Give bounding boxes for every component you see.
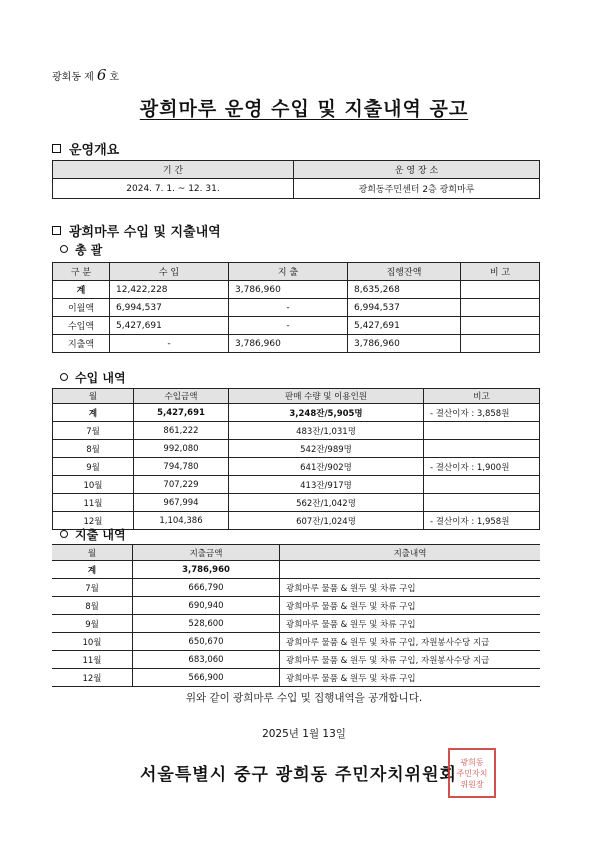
expense-cell: 광희마루 물품 & 원두 및 차류 구입 [280, 669, 541, 687]
income-cell: - 결산이자 : 1,900원 [424, 458, 540, 476]
income-cell [424, 494, 540, 512]
square-bullet-icon [52, 144, 61, 153]
income-cell [424, 422, 540, 440]
table-row [53, 422, 540, 440]
income-cell: 992,080 [134, 440, 229, 458]
income-cell: 8월 [53, 440, 134, 458]
expense-header: 지출금액 [133, 545, 280, 561]
summary-header: 비 고 [461, 263, 540, 281]
table-row [52, 615, 540, 633]
summary-header: 집행잔액 [348, 263, 461, 281]
summary-header: 수 입 [110, 263, 229, 281]
expense-heading: 지출 내역 [60, 526, 126, 543]
notice-date: 2025년 1월 13일 [262, 728, 346, 740]
income-cell: 3,248잔/5,905명 [229, 404, 424, 422]
expense-cell: 계 [52, 561, 133, 579]
income-header: 비고 [424, 389, 540, 404]
circle-bullet-icon [60, 530, 68, 538]
document-number [52, 66, 119, 84]
expense-cell: 광희마루 물품 & 원두 및 차류 구입, 자원봉사수당 지급 [280, 633, 541, 651]
income-cell: 794,780 [134, 458, 229, 476]
income-cell: 542잔/989명 [229, 440, 424, 458]
income-heading: 수입 내역 [60, 369, 126, 386]
summary-cell: 3,786,960 [348, 335, 461, 353]
summary-cell [461, 335, 540, 353]
expense-header: 지출내역 [280, 545, 541, 561]
section-overview-heading: 운영개요 [52, 139, 119, 158]
income-cell: 7월 [53, 422, 134, 440]
seal-line: 광희동 [460, 757, 484, 767]
income-cell: - 결산이자 : 3,858원 [424, 404, 540, 422]
expense-cell: 528,600 [133, 615, 280, 633]
overview-header-period: 기 간 [53, 161, 294, 179]
income-header: 판매 수량 및 이용인원 [229, 389, 424, 404]
income-cell: 11월 [53, 494, 134, 512]
table-row [52, 597, 540, 615]
seal-line: 위원장 [460, 779, 484, 789]
income-cell: 12월 [53, 512, 134, 530]
summary-cell: 8,635,268 [348, 281, 461, 299]
section-finance-heading: 광희마루 수입 및 지출내역 [52, 221, 221, 240]
income-cell: 5,427,691 [134, 404, 229, 422]
overview-place: 광희동주민센터 2층 광희마루 [294, 179, 540, 199]
income-cell: 10월 [53, 476, 134, 494]
summary-cell: 3,786,960 [229, 281, 348, 299]
expense-cell: 광희마루 물품 & 원두 및 차류 구입 [280, 615, 541, 633]
summary-cell: 5,427,691 [348, 317, 461, 335]
table-row [53, 494, 540, 512]
income-cell: 967,994 [134, 494, 229, 512]
income-cell [424, 476, 540, 494]
doc-number-handwritten: 6 [96, 66, 107, 84]
square-bullet-icon [52, 226, 61, 235]
income-cell: 483잔/1,031명 [229, 422, 424, 440]
expense-cell: 3,786,960 [133, 561, 280, 579]
income-cell: - 결산이자 : 1,958원 [424, 512, 540, 530]
income-cell: 607잔/1,024명 [229, 512, 424, 530]
expense-cell: 광희마루 물품 & 원두 및 차류 구입, 자원봉사수당 지급 [280, 651, 541, 669]
circle-bullet-icon [60, 373, 68, 381]
summary-cell: - [229, 299, 348, 317]
notice-text: 위와 같이 광희마루 수입 및 집행내역을 공개합니다. [185, 692, 423, 704]
table-row [53, 458, 540, 476]
income-header: 월 [53, 389, 134, 404]
summary-heading: 총 괄 [60, 241, 102, 258]
summary-cell: 6,994,537 [348, 299, 461, 317]
income-header: 수입금액 [134, 389, 229, 404]
summary-header: 구 분 [53, 263, 110, 281]
expense-cell: 광희마루 물품 & 원두 및 차류 구입 [280, 597, 541, 615]
summary-cell: - [229, 317, 348, 335]
summary-cell: 수입액 [53, 317, 110, 335]
expense-cell: 7월 [52, 579, 133, 597]
income-cell: 562잔/1,042명 [229, 494, 424, 512]
table-row [53, 476, 540, 494]
income-cell: 1,104,386 [134, 512, 229, 530]
table-row [53, 335, 540, 353]
summary-cell: 12,422,228 [110, 281, 229, 299]
official-seal [448, 748, 496, 798]
summary-cell [461, 317, 540, 335]
summary-cell: 계 [53, 281, 110, 299]
organization-name: 서울특별시 중구 광희동 주민자치위원회 [140, 765, 457, 785]
expense-cell: 9월 [52, 615, 133, 633]
overview-table [52, 160, 540, 199]
overview-header-place: 운 영 장 소 [294, 161, 540, 179]
table-row [52, 633, 540, 651]
overview-period: 2024. 7. 1. ~ 12. 31. [53, 179, 294, 199]
table-row [52, 669, 540, 687]
expense-cell: 666,790 [133, 579, 280, 597]
income-cell: 계 [53, 404, 134, 422]
summary-cell: 6,994,537 [110, 299, 229, 317]
expense-cell: 650,670 [133, 633, 280, 651]
income-cell [424, 440, 540, 458]
income-cell: 413잔/917명 [229, 476, 424, 494]
summary-cell: - [110, 335, 229, 353]
summary-cell: 이월액 [53, 299, 110, 317]
income-cell: 861,222 [134, 422, 229, 440]
doc-number-suffix: 호 [109, 72, 120, 83]
table-row [53, 317, 540, 335]
table-row [53, 404, 540, 422]
table-row [52, 579, 540, 597]
table-row [53, 440, 540, 458]
summary-table [52, 262, 540, 353]
circle-bullet-icon [60, 245, 68, 253]
summary-header: 지 출 [229, 263, 348, 281]
table-row [53, 281, 540, 299]
expense-cell: 690,940 [133, 597, 280, 615]
doc-number-prefix: 광회동 제 [52, 72, 94, 83]
expense-cell: 8월 [52, 597, 133, 615]
expense-table [52, 544, 540, 687]
table-row [53, 512, 540, 530]
expense-cell: 광희마루 물품 & 원두 및 차류 구입 [280, 579, 541, 597]
expense-cell: 683,060 [133, 651, 280, 669]
table-row [52, 651, 540, 669]
summary-cell: 3,786,960 [229, 335, 348, 353]
summary-cell: 지출액 [53, 335, 110, 353]
income-cell: 707,229 [134, 476, 229, 494]
summary-cell [461, 281, 540, 299]
income-cell: 641잔/902명 [229, 458, 424, 476]
summary-cell: 5,427,691 [110, 317, 229, 335]
expense-cell: 566,900 [133, 669, 280, 687]
table-row [53, 299, 540, 317]
expense-cell: 10월 [52, 633, 133, 651]
page-title: 광희마루 운영 수입 및 지출내역 공고 [139, 98, 469, 120]
expense-header: 월 [52, 545, 133, 561]
table-row [52, 561, 540, 579]
summary-cell [461, 299, 540, 317]
income-cell: 9월 [53, 458, 134, 476]
income-table [52, 388, 540, 530]
expense-cell: 12월 [52, 669, 133, 687]
seal-line: 주민자치 [456, 768, 488, 778]
expense-cell [280, 561, 541, 579]
expense-cell: 11월 [52, 651, 133, 669]
